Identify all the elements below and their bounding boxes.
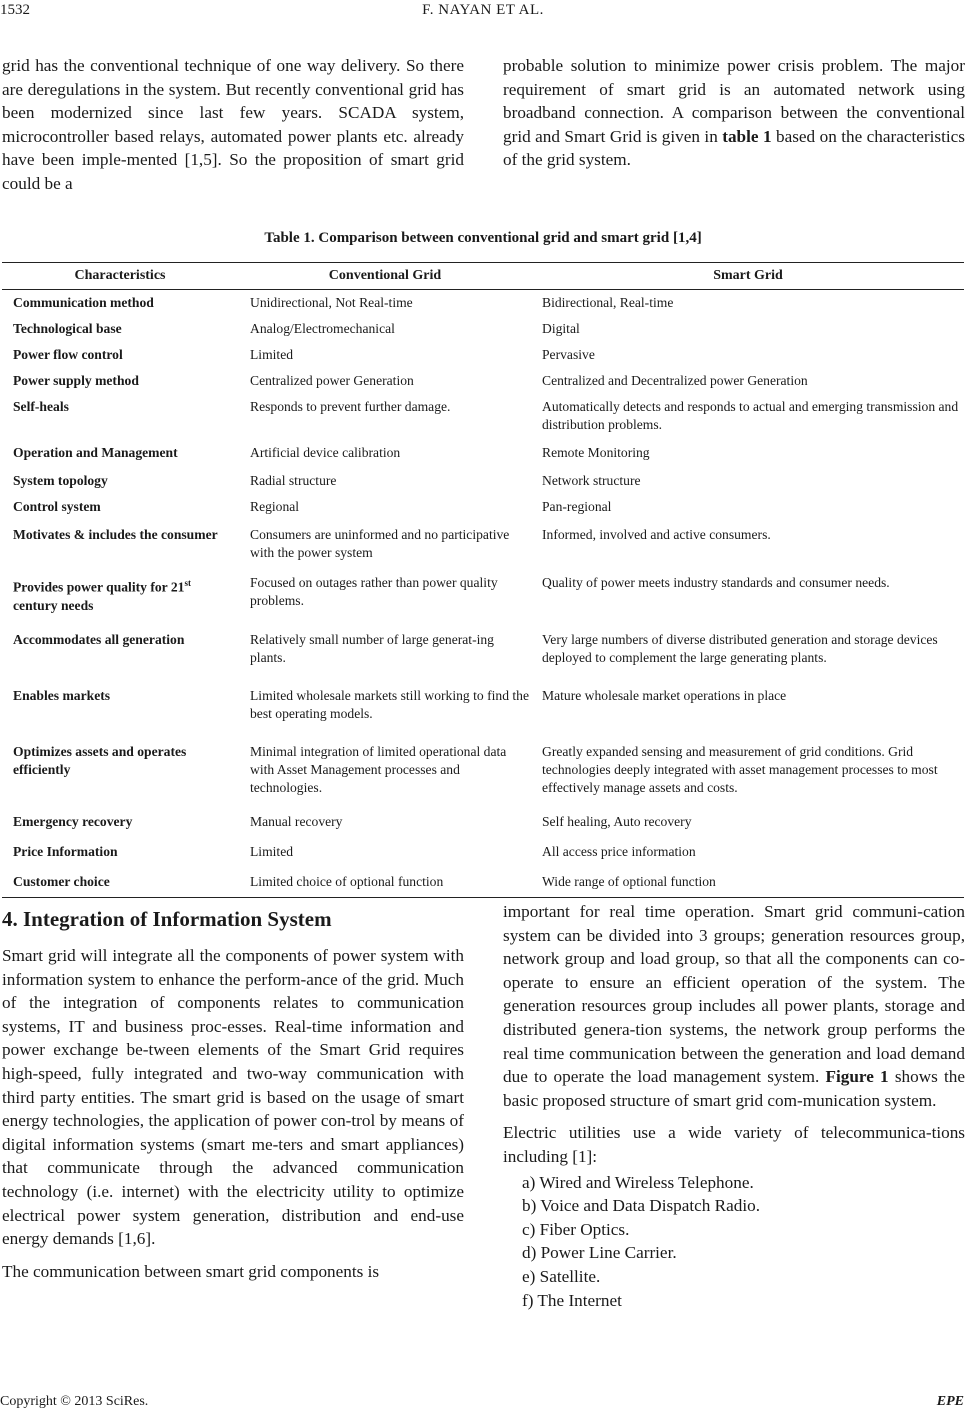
- cell-conventional-grid: Regional: [250, 499, 300, 514]
- table-reference: table 1: [722, 126, 772, 146]
- cell-smart-grid: Mature wholesale market operations in place: [542, 687, 787, 703]
- cell-smart-grid: All access price information: [542, 843, 696, 859]
- running-head: [0, 0, 966, 24]
- table-row: [2, 368, 964, 394]
- table-row: [2, 438, 964, 468]
- page-number: 1532: [0, 2, 30, 18]
- cell-smart-grid: Remote Monitoring: [542, 445, 650, 460]
- section-4-column: [2, 906, 464, 1283]
- cell-conventional-grid: Limited wholesale markets still working to find the best operating models.: [250, 687, 529, 721]
- figure-reference: Figure 1: [825, 1067, 889, 1087]
- list-item: f) The Internet: [522, 1290, 622, 1310]
- cell-smart-grid: Bidirectional, Real-time: [542, 295, 674, 310]
- list-item: a) Wired and Wireless Telephone.: [522, 1172, 754, 1192]
- cell-smart-grid: Pan-regional: [542, 499, 612, 514]
- list-item: d) Power Line Carrier.: [522, 1243, 677, 1263]
- cell-conventional-grid: Focused on outages rather than power quality problems.: [250, 575, 498, 608]
- cell-conventional-grid: Manual recovery: [250, 813, 343, 829]
- table-header-row: [2, 263, 964, 290]
- cell-conventional-grid: Responds to prevent further damage.: [250, 399, 451, 414]
- cell-conventional-grid: Radial structure: [250, 473, 337, 488]
- header-conventional-grid: Conventional Grid: [238, 263, 532, 290]
- section-4-paragraph-1: Smart grid will integrate all the components of power system with information system to enhance the perform-ance of the grid. Much of the integration of components relates to communication systems, IT and business proc-esses. Real-time information and power exchange be-tween elements of the Smart Grid requires high-speed, fully integrated and two-way communication with third party entities. The smart grid is based on the usage of smart energy technologies, the application of power con-trol by means of digital information systems (smart me-ters and smart appliances) that communicate through the advanced communication technology (i.e. internet) with the electricity utility to optimize electrical power system generation, distribution and end-use energy demands [1,6].: [2, 946, 464, 1249]
- cell-smart-grid: Automatically detects and responds to actual and emerging transmission and distribution problems.: [542, 399, 959, 432]
- table-row: [2, 316, 964, 342]
- cell-conventional-grid: Relatively small number of large generat-ing plants.: [250, 631, 494, 665]
- table-row: [2, 621, 964, 677]
- table-caption: Table 1. Comparison between conventional grid and smart grid [1,4]: [264, 230, 702, 246]
- cell-characteristic: Self-heals: [13, 399, 69, 414]
- table-row: [2, 677, 964, 733]
- top-left-paragraph: grid has the conventional technique of one way delivery. So there are deregulations in the system. But recently conventional grid has been modernized since last few years. SCADA system, microcontroller based relays, automated power plants etc. already have been imple-mented [1,5]. So the proposition of smart grid could be a: [2, 56, 464, 193]
- cell-characteristic: Technological base: [13, 321, 122, 336]
- cell-characteristic: Customer choice: [2, 867, 238, 898]
- table-body: [2, 290, 964, 898]
- cell-characteristic: Control system: [13, 499, 101, 514]
- cell-characteristic: Accommodates all generation: [13, 631, 185, 647]
- cell-characteristic: System topology: [13, 473, 108, 488]
- top-right-paragraph: probable solution to minimize power crisis problem. The major requirement of smart grid is an automated network using broadband connection. A comparison between the conventional grid and Smart Grid is given in table 1 based on the characteristics of the grid system.: [503, 56, 965, 170]
- table-row: [2, 290, 964, 317]
- table-row: [2, 733, 964, 807]
- cell-smart-grid: Quality of power meets industry standards and consumer needs.: [542, 575, 890, 590]
- list-item: b) Voice and Data Dispatch Radio.: [522, 1196, 761, 1216]
- cell-smart-grid: Greatly expanded sensing and measurement of grid conditions. Grid technologies deeply integrated with asset management processes to most effectively manage assets and costs.: [542, 743, 938, 795]
- section-heading: 4. Integration of Information System: [2, 907, 332, 931]
- cell-characteristic: Provides power quality for 21st century needs: [13, 578, 191, 613]
- list-item: e) Satellite.: [522, 1266, 601, 1286]
- telecom-intro-paragraph: Electric utilities use a wide variety of telecommunica-tions including [1]:: [503, 1123, 965, 1166]
- cell-conventional-grid: Consumers are uninformed and no participative with the power system: [250, 527, 510, 560]
- table-row: [2, 807, 964, 837]
- cell-characteristic: Emergency recovery: [13, 813, 133, 829]
- cell-characteristic: Enables markets: [13, 687, 111, 703]
- cell-smart-grid: Pervasive: [542, 347, 595, 362]
- cell-conventional-grid: Limited: [250, 347, 294, 362]
- communication-groups-paragraph: important for real time operation. Smart grid communi-cation system can be divided into 3 groups; generation resources group, network group and load group, so that all the components can co-operate to ensure an efficient operation of the system. The generation resources group includes all power plants, storage and distributed genera-tion systems, the network group performs the real time communication between the generation and load demand due to operate the load management system. Figure 1 shows the basic proposed structure of smart grid com-munication system.: [503, 902, 965, 1110]
- cell-conventional-grid: Limited choice of optional function: [238, 867, 532, 898]
- table-row: [2, 520, 964, 568]
- cell-characteristic: Motivates & includes the consumer: [13, 527, 218, 542]
- cell-smart-grid: Informed, involved and active consumers.: [542, 527, 771, 542]
- cell-characteristic: Power supply method: [13, 373, 139, 388]
- table-row: [2, 867, 964, 898]
- header-smart-grid: Smart Grid: [532, 263, 964, 290]
- cell-characteristic: Optimizes assets and operates efficiently: [13, 743, 187, 777]
- table-row: [2, 394, 964, 438]
- cell-smart-grid: Digital: [542, 321, 580, 336]
- cell-smart-grid: Wide range of optional function: [532, 867, 964, 898]
- section-4-paragraph-2: The communication between smart grid components is: [2, 1261, 380, 1281]
- cell-smart-grid: Very large numbers of diverse distributed generation and storage devices deployed to complement the large generating plants.: [542, 631, 938, 665]
- cell-conventional-grid: Artificial device calibration: [250, 445, 401, 460]
- cell-smart-grid: Centralized and Decentralized power Generation: [542, 373, 808, 388]
- cell-smart-grid: Self healing, Auto recovery: [542, 813, 692, 829]
- table-row: [2, 568, 964, 621]
- cell-conventional-grid: Unidirectional, Not Real-time: [250, 295, 413, 310]
- copyright-notice: Copyright © 2013 SciRes.: [0, 1394, 149, 1409]
- header-characteristics: Characteristics: [2, 263, 238, 290]
- list-item: c) Fiber Optics.: [522, 1219, 630, 1239]
- top-left-column: [2, 54, 464, 196]
- comparison-table: [2, 262, 964, 898]
- cell-characteristic: Operation and Management: [13, 445, 178, 460]
- telecom-list: [503, 1171, 965, 1313]
- journal-abbreviation: EPE: [936, 1394, 964, 1409]
- table-row: [2, 468, 964, 494]
- table-row: [2, 837, 964, 867]
- table-row: [2, 342, 964, 368]
- cell-characteristic: Power flow control: [13, 347, 123, 362]
- top-right-column: [503, 54, 965, 172]
- cell-conventional-grid: Analog/Electromechanical: [250, 321, 395, 336]
- cell-conventional-grid: Minimal integration of limited operational data with Asset Management processes and technologies.: [250, 743, 507, 795]
- cell-conventional-grid: Centralized power Generation: [250, 373, 414, 388]
- cell-conventional-grid: Limited: [250, 843, 294, 859]
- cell-characteristic: Price Information: [13, 843, 118, 859]
- cell-smart-grid: Network structure: [542, 473, 641, 488]
- table-row: [2, 494, 964, 520]
- bottom-right-column: [503, 900, 965, 1312]
- cell-characteristic: Communication method: [13, 295, 154, 310]
- running-head-authors: F. NAYAN ET AL.: [422, 2, 544, 18]
